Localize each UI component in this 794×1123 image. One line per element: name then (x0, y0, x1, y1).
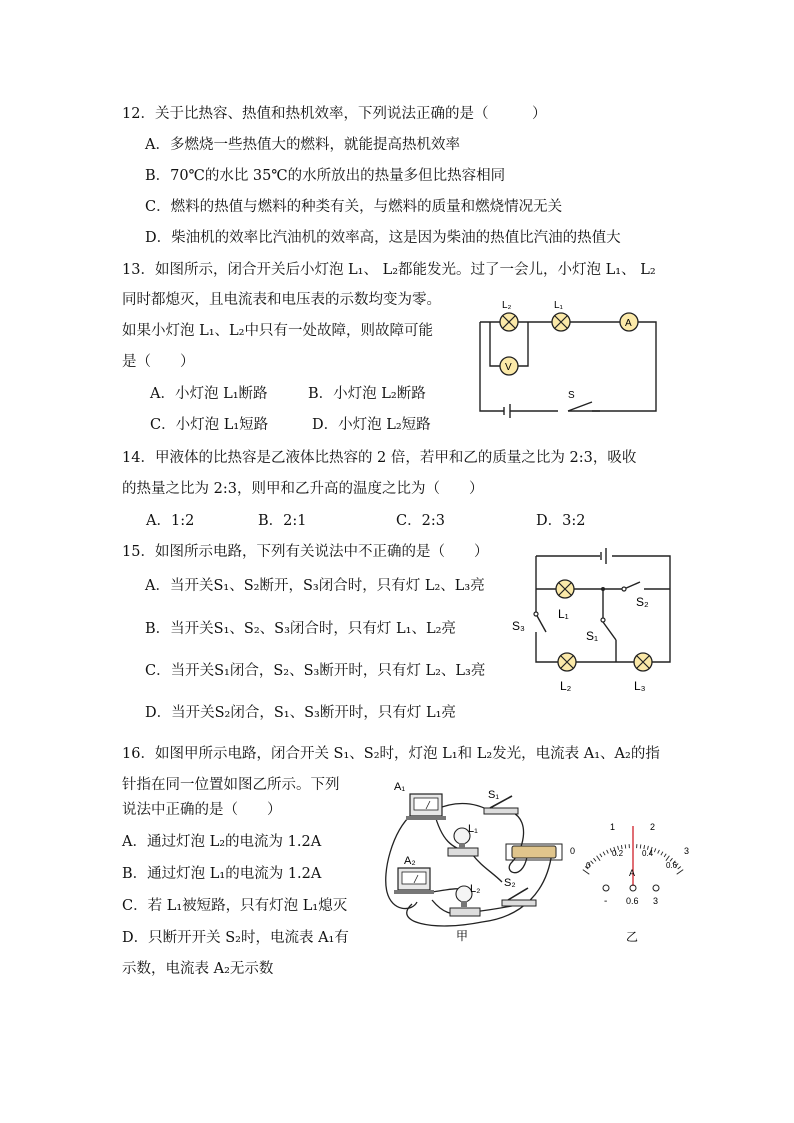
q13-line4: 是（ ） (122, 354, 195, 370)
q13-option-a: A．小灯泡 L₁断路 (150, 386, 268, 402)
q14-option-c: C．2:3 (396, 513, 445, 529)
q15-option-d: D．当开关S₂闭合，S₁、S₃断开时，只有灯 L₁亮 (145, 705, 456, 721)
dial-tick (583, 870, 590, 875)
dial-tick (597, 856, 601, 861)
dial-top-1: 1 (610, 822, 616, 832)
q15-lamp-l3 (634, 653, 652, 671)
q13-line1: 13．如图所示，闭合开关后小灯泡 L₁、 L₂都能发光。过了一会儿，小灯泡 L₁、 L₂ (122, 262, 656, 278)
q15-label-s1: S₁ (586, 629, 599, 643)
q16-option-c: C．若 L₁被短路，只有灯泡 L₁熄灭 (122, 898, 348, 914)
q12-option-d: D．柴油机的效率比汽油机的效率高，这是因为柴油的热值比汽油的热值大 (145, 230, 621, 246)
q13-circuit-diagram (470, 292, 670, 422)
dial-top-2: 2 (650, 822, 656, 832)
dial-tick (625, 845, 626, 849)
q15-label-s2: S₂ (636, 595, 649, 609)
terminal-label-0-6: 0.6 (626, 896, 639, 906)
dial-bottom-0-2: 0.2 (612, 849, 624, 858)
q16-label-a1: A₁ (394, 781, 406, 793)
q16-label-l1: L₁ (468, 823, 478, 835)
q15-option-b: B．当开关S₁、S₂、S₃闭合时，只有灯 L₁、L₂亮 (145, 621, 456, 637)
q15-option-a: A．当开关S₁、S₂断开，S₃闭合时，只有灯 L₂、L₃亮 (145, 578, 485, 594)
terminal-minus (603, 885, 609, 891)
q13-line2: 同时都熄灭，且电流表和电压表的示数均变为零。 (122, 292, 441, 308)
q13-label-l2: L₂ (502, 300, 512, 311)
q16-figure-jia (372, 772, 572, 947)
q14-line1: 14．甲液体的比热容是乙液体比热容的 2 倍，若甲和乙的质量之比为 2:3，吸收 (122, 450, 637, 466)
q13-option-d: D．小灯泡 L₂短路 (312, 417, 431, 433)
dial-tick (591, 861, 594, 864)
q15-label-l1: L₁ (558, 607, 569, 621)
dial-tick (664, 854, 666, 857)
q15-label-l2: L₂ (560, 679, 572, 693)
q16-switch-s2 (502, 888, 536, 906)
q16-option-a: A．通过灯泡 L₂的电流为 1.2A (122, 834, 322, 850)
dial-tick (607, 850, 609, 854)
q13-label-a: A (625, 318, 632, 329)
q12-option-c: C．燃料的热值与燃料的种类有关，与燃料的质量和燃烧情况无关 (145, 199, 563, 215)
q13-label-s: S (568, 390, 575, 401)
dial-top-3: 3 (684, 846, 690, 856)
dial-tick (678, 867, 681, 870)
q12-option-b: B．70℃的水比 35℃的水所放出的热量多但比热容相同 (145, 168, 506, 184)
q16-line1: 16．如图甲所示电路，闭合开关 S₁、S₂时，灯泡 L₁和 L₂发光，电流表 A₁、A₂的指 (122, 746, 660, 762)
dial-tick (666, 856, 670, 861)
q16-ammeter-a2 (394, 868, 434, 894)
dial-tick (677, 870, 684, 875)
dial-tick (603, 852, 605, 856)
q16-label-s1: S₁ (488, 789, 500, 801)
dial-tick (600, 854, 602, 857)
q13-option-b: B．小灯泡 L₂断路 (308, 386, 426, 402)
q13-option-c: C．小灯泡 L₁短路 (150, 417, 269, 433)
dial-tick (661, 852, 663, 856)
q13-label-l1: L₁ (554, 300, 563, 311)
q16-caption-yi: 乙 (626, 930, 639, 944)
q16-option-b: B．通过灯泡 L₁的电流为 1.2A (122, 866, 322, 882)
q16-ammeter-a1 (406, 794, 446, 820)
q13-lamp-l2 (500, 313, 518, 331)
terminal-label-3: 3 (653, 896, 659, 906)
q16-line2: 针指在同一位置如图乙所示。下列 (122, 777, 340, 793)
dial-tick (658, 850, 660, 854)
dial-tick (640, 845, 641, 849)
q16-caption-jia: 甲 (456, 929, 469, 943)
terminal-label-minus: - (604, 896, 608, 907)
q16-option-d-line1: D．只断开开关 S₂时，电流表 A₁有 (122, 930, 349, 946)
dial-top-0: 0 (570, 846, 576, 856)
dial-tick (654, 848, 655, 852)
dial-unit-label: A (629, 868, 636, 878)
q16-line3: 说法中正确的是（ ） (122, 802, 282, 818)
dial-bottom-0: 0 (586, 861, 591, 870)
q15-stem: 15．如图所示电路，下列有关说法中不正确的是（ ） (122, 544, 489, 560)
q14-option-d: D．3:2 (536, 513, 586, 529)
q13-line3: 如果小灯泡 L₁、L₂中只有一处故障，则故障可能 (122, 323, 433, 339)
q16-label-a2: A₂ (404, 855, 416, 867)
q13-lamp-l1 (552, 313, 570, 331)
q16-battery (506, 844, 562, 860)
q13-label-v: V (505, 362, 512, 373)
q14-option-b: B．2:1 (258, 513, 307, 529)
q16-label-s2: S₂ (504, 877, 516, 889)
terminal-3 (653, 885, 659, 891)
q14-line2: 的热量之比为 2:3，则甲和乙升高的温度之比为（ ） (122, 481, 484, 497)
q16-figure-yi (566, 816, 696, 948)
dial-bottom-0-6: 0.6 (666, 861, 678, 870)
q14-option-a: A．1:2 (146, 513, 195, 529)
q15-circuit-diagram (510, 544, 680, 699)
q12-option-a: A．多燃烧一些热值大的燃料，就能提高热机效率 (145, 137, 460, 153)
q12-stem: 12．关于比热容、热值和热机效率，下列说法正确的是（ ） (122, 106, 547, 122)
q16-option-d-line2: 示数，电流表 A₂无示数 (122, 961, 274, 977)
dial-bottom-0-4: 0.4 (642, 849, 654, 858)
dial-tick (594, 858, 597, 861)
q16-label-l2: L₂ (470, 883, 481, 895)
q15-label-s3: S₃ (512, 619, 525, 633)
q15-lamp-l1 (556, 580, 574, 598)
q15-lamp-l2 (558, 653, 576, 671)
q15-label-l3: L₃ (634, 679, 646, 693)
q15-option-c: C．当开关S₁闭合，S₂、S₃断开时，只有灯 L₂、L₃亮 (145, 663, 486, 679)
